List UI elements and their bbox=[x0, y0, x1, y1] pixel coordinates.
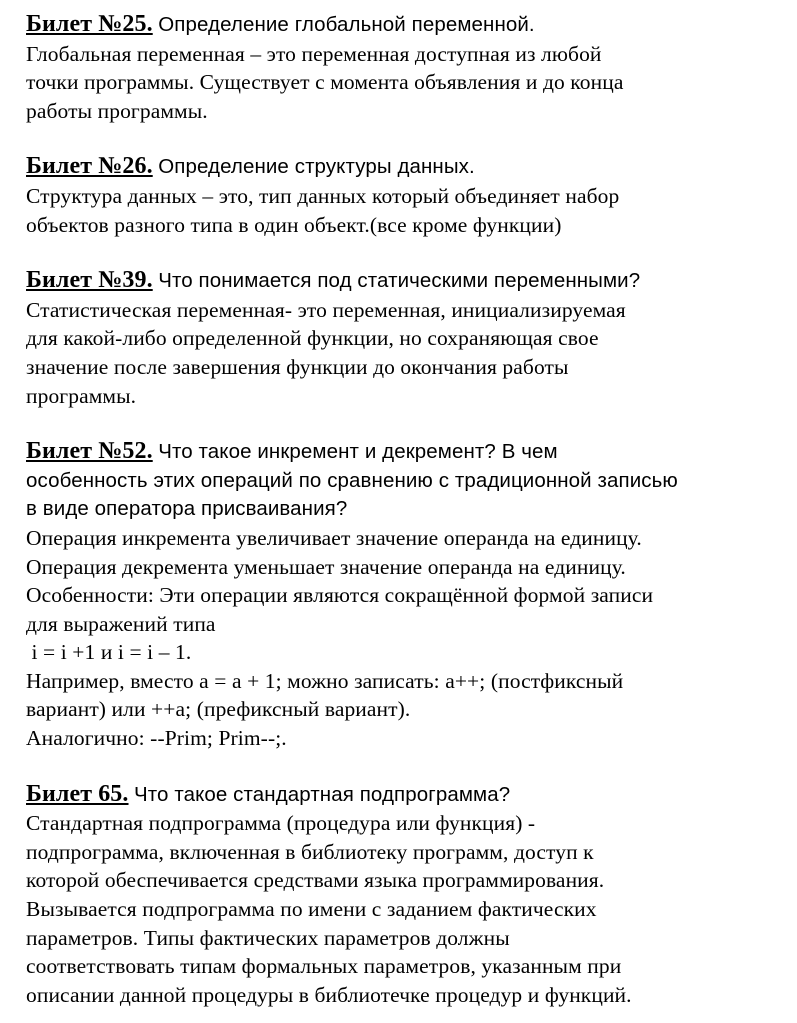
ticket-question: Определение структуры данных. bbox=[158, 155, 475, 179]
ticket-question: Что понимается под статическими переменными? bbox=[158, 269, 641, 293]
answer-line: Статистическая переменная- это переменная, инициализируемая bbox=[26, 297, 626, 322]
answer-line: Структура данных – это, тип данных который объединяет набор bbox=[26, 183, 620, 208]
ticket-26 bbox=[26, 152, 786, 239]
ticket-number: Билет 65. bbox=[26, 780, 129, 807]
ticket-number: Билет №26. bbox=[26, 153, 153, 180]
ticket-question: Что такое стандартная подпрограмма? bbox=[134, 782, 511, 806]
ticket-heading bbox=[26, 10, 786, 40]
answer-line: Аналогично: --Prim; Prim--;. bbox=[26, 726, 287, 751]
ticket-heading bbox=[26, 437, 786, 467]
ticket-65 bbox=[26, 780, 786, 1010]
answer-line: описании данной процедуры в библиотечке процедур и функций. bbox=[26, 982, 632, 1007]
answer-line: подпрограмма, включенная в библиотеку программ, доступ к bbox=[26, 839, 594, 864]
answer-line: Например, вместо a = a + 1; можно записать: a++; (постфиксный bbox=[26, 668, 624, 693]
answer-line: Вызывается подпрограмма по имени с заданием фактических bbox=[26, 897, 597, 922]
answer-line: для выражений типа bbox=[26, 611, 216, 636]
ticket-number: Билет №52. bbox=[26, 438, 153, 465]
answer-line: для какой-либо определенной функции, но сохраняющая свое bbox=[26, 326, 599, 351]
answer-line: Стандартная подпрограмма (процедура или функция) - bbox=[26, 811, 536, 836]
answer-line: Особенности: Эти операции являются сокращённой формой записи bbox=[26, 583, 654, 608]
answer-line: Глобальная переменная – это переменная доступная из любой bbox=[26, 41, 602, 66]
answer-line: точки программы. Существует с момента объявления и до конца bbox=[26, 70, 624, 95]
answer-line: работы программы. bbox=[26, 98, 208, 123]
answer-line: объектов разного типа в один объект.(все кроме функции) bbox=[26, 212, 562, 237]
ticket-25 bbox=[26, 10, 786, 125]
answer-line: которой обеспечивается средствами языка программирования. bbox=[26, 868, 605, 893]
ticket-52 bbox=[26, 437, 786, 753]
answer-line: Операция инкремента увеличивает значение операнда на единицу. bbox=[26, 525, 642, 550]
ticket-number: Билет №39. bbox=[26, 267, 153, 294]
answer-line: соответствовать типам формальных параметров, указанным при bbox=[26, 954, 622, 979]
ticket-39 bbox=[26, 266, 786, 410]
answer-line: вариант) или ++a; (префиксный вариант). bbox=[26, 697, 411, 722]
ticket-heading bbox=[26, 266, 786, 296]
ticket-question-cont: особенность этих операций по сравнению с традиционной записью bbox=[26, 468, 678, 492]
ticket-question: Определение глобальной переменной. bbox=[158, 13, 535, 36]
answer-line: i = i +1 и i = i – 1. bbox=[26, 640, 192, 665]
ticket-question: Что такое инкремент и декремент? В чем bbox=[158, 440, 558, 464]
answer-line: Операция декремента уменьшает значение операнда на единицу. bbox=[26, 554, 626, 579]
ticket-number: Билет №25. bbox=[26, 11, 153, 37]
answer-line: программы. bbox=[26, 383, 137, 408]
answer-line: параметров. Типы фактических параметров должны bbox=[26, 925, 510, 950]
ticket-question-cont: в виде оператора присваивания? bbox=[26, 497, 348, 521]
ticket-heading bbox=[26, 152, 786, 182]
answer-line: значение после завершения функции до окончания работы bbox=[26, 354, 569, 379]
ticket-heading bbox=[26, 780, 786, 810]
document-page bbox=[26, 10, 786, 1009]
